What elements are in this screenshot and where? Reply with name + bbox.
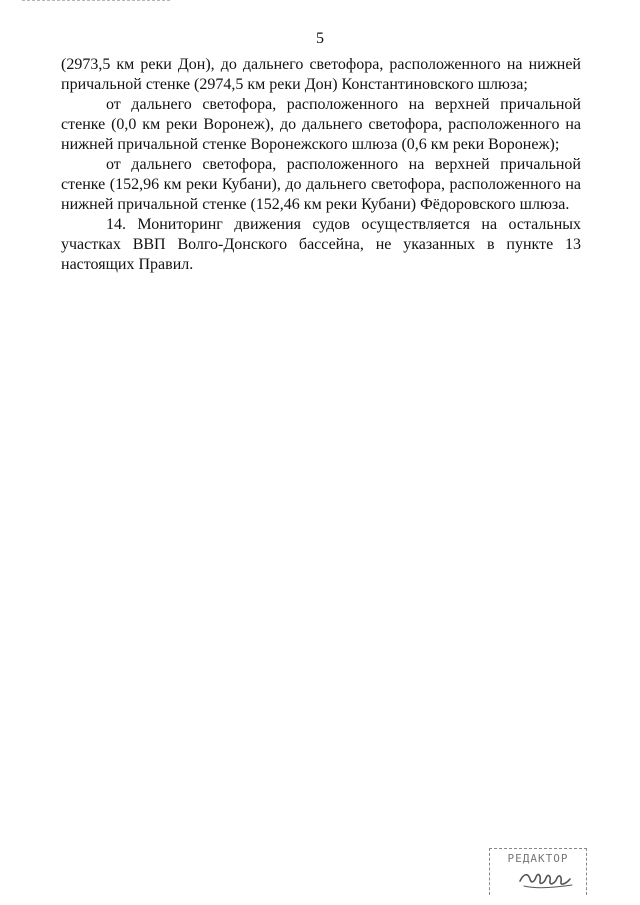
editor-stamp-title: РЕДАКТОР [507,852,569,865]
paragraph-voronezh: от дальнего светофора, расположенного на верхней причальной стенке (0,0 км реки Воронеж), до дальнего светофора, расположенного на нижней причальной стенке Воронежского шлюза (0,6 км реки Воронеж); [61,96,581,153]
document-body [61,55,581,275]
paragraph-fedorovsky: от дальнего светофора, расположенного на верхней причальной стенке (152,96 км реки Кубани), до дальнего светофора, расположенного на нижней причальной стенке (152,46 км реки Кубани) Фёдоровского шлюза. [61,156,581,213]
paragraph-konstantinovsky: (2973,5 км реки Дон), до дальнего светофора, расположенного на нижней причальной стенке (2974,5 км реки Дон) Константиновского шлюза; [61,56,581,93]
editor-stamp [489,848,587,895]
editor-signature [518,867,578,891]
page-number: 5 [316,30,324,47]
scan-edge-mark [22,0,170,7]
paragraph-item-14: 14. Мониторинг движения судов осуществляется на остальных участках ВВП Волго-Донского бассейна, не указанных в пункте 13 настоящих Правил. [61,216,581,273]
